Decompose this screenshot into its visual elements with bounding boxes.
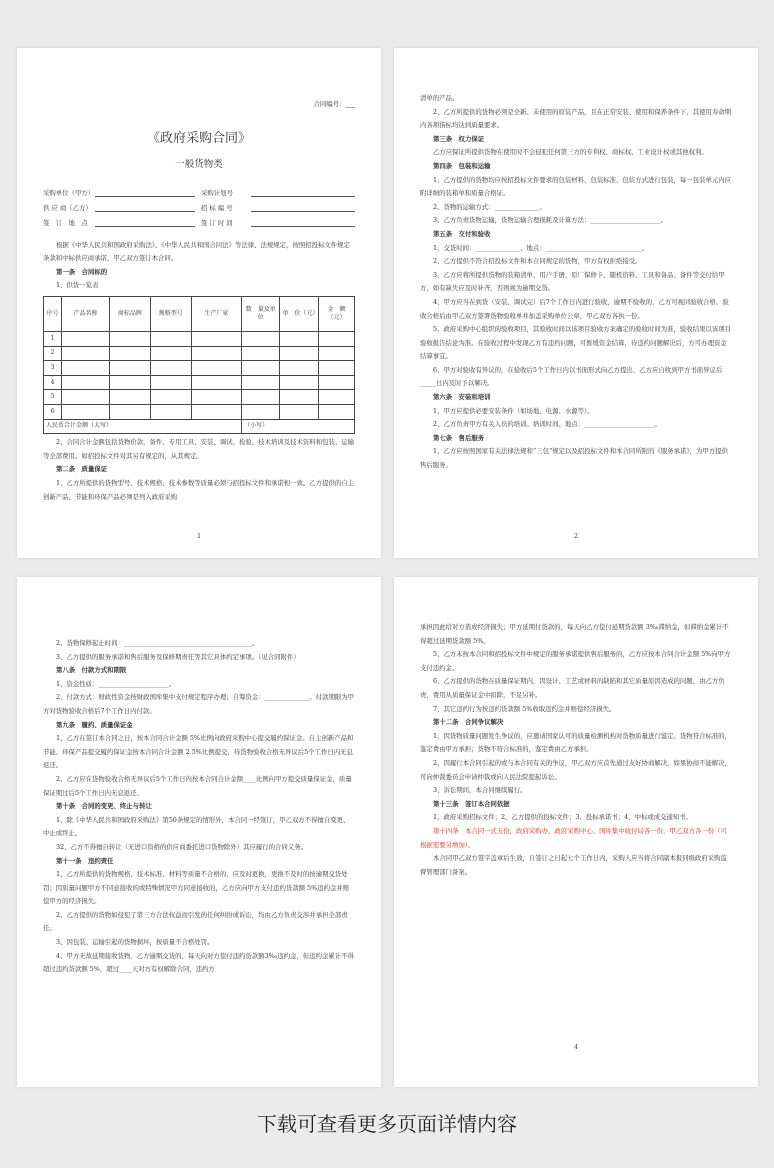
table-row: 3 [44, 361, 355, 376]
table-header: 产品名称 [62, 296, 110, 331]
article-heading: 第一条 合同标的 [56, 267, 108, 276]
paragraph: 2、付款方式：财政性资金按财政国库集中支付规定程序办理；自筹资金：______________。付款期限为甲方对货物验收合格后7个工作日内付款。 [43, 693, 355, 715]
article-heading: 第十三条 签订本合同依据 [433, 799, 510, 808]
article-heading: 第三条 权力保证 [433, 134, 485, 143]
field-row: 签 订 地 点 签 订 时 间 [43, 212, 355, 227]
page-body [420, 621, 732, 879]
table-header: 序号 [44, 296, 62, 331]
paragraph: 3、乙方应将所提供货物的装箱清单、用户手册、原厂保修卡、随机资料、工具和备品、备件等交付给甲方，如有缺失应及时补齐，否则视为逾期交货。 [420, 270, 725, 293]
contract-title: 《政府采购合同》 [146, 130, 251, 146]
intro-paragraph: 根据《中华人民共和国政府采购法》、《中华人民共和国合同法》等法律、法规规定，按照招投标文件规定条款和中标供应商承诺，甲乙双方签订本合同。 [43, 240, 350, 263]
article-heading: 第五条 交付和验收 [433, 229, 491, 238]
paragraph: 1、因货物质量问题发生争议的，应邀请国家认可的质量检测机构对货物质量进行鉴定。货物符合标准的，鉴定费由甲方承担；货物不符合标准的，鉴定费由乙方承担。 [420, 731, 732, 754]
supply-table [43, 296, 355, 434]
paragraph: 1、乙方所提供的货物规格、技术标准、材料等质量不合格的，应及时更换，更换不及时的按逾期交货处罚；因质量问题甲方不同意接收的或特殊情况甲方同意接收的，乙方应向甲方支付违约货款额 5%违约金并赔偿甲方的经济损失。 [43, 870, 350, 906]
paragraph: 2、乙方负责甲方有关人员的培训。培训时间、地点：______________________。 [433, 420, 661, 429]
paragraph: 2、合同合计金额包括货物价款，备件、专用工具、安装、调试、检验、技术培训及技术资料和包装、运输等全部费用。如招投标文件对其另有规定的，从其规定。 [43, 438, 355, 460]
paragraph: 3、乙方负责货物运输，货物运输合理损耗及计算方法：______________________。 [433, 216, 668, 225]
paragraph: 1、乙方所提供的货物型号、技术规格、技术参数等质量必须与招投标文件和承诺相一致。乙方提供的自主创新产品、节能和环保产品必须是列入政府采购 [43, 478, 355, 501]
paragraph: 6、甲方对验收有异议的，在验收后5个工作日内以书面形式向乙方提出，乙方应自收到甲方书面异议后_____日内及时予以解决。 [420, 365, 723, 388]
paragraph: 1、乙方应按照国家有关法律法规和“三包”规定以及招投标文件和本合同所附的《服务承诺》，为甲方提供售后服务。 [420, 447, 728, 470]
table-header-row [44, 296, 355, 331]
table-row: 4 [44, 375, 355, 390]
paragraph: 2、乙方提供的货物如侵犯了第三方合法权益而引发的任何纠纷或诉讼，均由乙方负责交涉并承担全部责任。 [43, 910, 348, 933]
paragraph: 1、乙方提供的货物均应按招投标文件要求的包装材料、包装标准、包装方式进行包装，每一包装单元内应附详细的装箱单和质量合格证。 [420, 175, 732, 198]
article-heading: 第二条 质量保证 [56, 465, 108, 474]
article-heading: 第六条 安装和培训 [433, 393, 491, 402]
contract-number: 合同编号：___ [313, 100, 355, 108]
paragraph: 3、因包装、运输引起的货物损坏，按质量不合格处罚。 [56, 938, 214, 947]
table-row: 1 [44, 331, 355, 346]
paragraph: 1、除《中华人民共和国政府采购法》第50条规定的情形外，本合同一经签订，甲乙双方不得擅自变更、中止或终止。 [43, 815, 350, 838]
table-total-row: 人民币合计金额（大写） （小写） [44, 419, 355, 434]
download-prompt: 下载可查看更多页面详情内容 [257, 1112, 517, 1136]
paragraph: 本合同甲乙双方签字盖章后生效，自签订之日起七个工作日内，采购人应当将合同副本报同级政府采购监督管理部门备案。 [420, 854, 727, 876]
page-number: 2 [574, 533, 578, 540]
table-row: 6 [44, 404, 355, 419]
paragraph: 1、乙方在签订本合同之日，按本合同合计金额 5%比例向政府采购中心提交履约保证金。自主创新产品和节能、环保产品提交履约保证金按本合同合计金额 2.5%比例提交，待货物验收合格无异议后5个工作日内无息返还。 [43, 734, 354, 770]
table-header: 数 量及单位 [242, 296, 280, 331]
paragraph: 乙方应保证所提供货物在使用时不会侵犯任何第三方的专利权、商标权、工业设计权或其他权利。 [433, 148, 708, 157]
paragraph: 4、甲方无故延期接收货物、乙方逾期交货的，每天向对方偿付违约货款额3‰违约金，但违约金累计不得超过违约货款额 5%，超过____天对方有权解除合同，违约方 [43, 951, 354, 974]
paragraph: 2、乙方所提供的货物必须是全新、未使用的原装产品，且在正常安装、使用和保养条件下，其使用寿命期内各项指标均达到质量要求。 [420, 107, 732, 130]
paragraph: 2、乙方应在货物验收合格无异议后5个工作日内按本合同合计金额____比例向甲方提交质量保证金，质量保证期过后5个工作日内无息返还。 [43, 774, 352, 797]
article-heading: 第八条 付款方式和期限 [56, 666, 127, 675]
paragraph: 1、政府采购招标文件；2、乙方提供的投标文件；3、投标承诺书；4、中标或成交通知书。 [433, 813, 693, 822]
paragraph: 1、资金性质：______________________。 [56, 679, 176, 688]
table-header: 单 价（元） [280, 296, 318, 331]
article-heading: 第四条 包装和运输 [433, 161, 491, 170]
page-body [420, 92, 732, 473]
paragraph: 2、货物保修起止时间：________________________________________。 [56, 639, 259, 647]
paragraph: 6、乙方提供的货物在质量保证期内，因设计、工艺或材料的缺陷和其它质量原因造成的问题，由乙方负责，费用从质量保证金中扣除，不足另补。 [420, 677, 725, 699]
paragraph: 5、政府采购中心组织的验收项目，其验收时间以该项目验收方案确定的验收时间为准，验收结果以该项目验收报告结论为准。在验收过程中发现乙方有违约问题，可暂缓资金结算，待违约问题解决后，方可办理资金结算事宜。 [420, 325, 732, 361]
article-heading: 第十一条 违约责任 [56, 856, 114, 865]
contract-subtitle: 一般货物类 [175, 158, 223, 170]
page-number: 1 [197, 533, 201, 540]
table-header: 金 额（元） [318, 296, 354, 331]
highlighted-paragraph: 第十四条 本合同一式五份，政府采购办、政府采购中心、国库集中收付局各一份，甲乙双方各一份（可根据需要另增加）。 [420, 826, 727, 849]
table-row: 5 [44, 390, 355, 405]
paragraph: 32、乙方不得擅自转让（无进口资格的供应商委托进口货物除外）其应履行的合同义务。 [56, 842, 307, 851]
paragraph: 1、甲方应提供必要安装条件（如场地、电源、水源等）。 [433, 406, 594, 415]
page-number: 4 [574, 1044, 578, 1051]
table-header: 生产厂家 [191, 296, 241, 331]
contract-fields [43, 182, 355, 227]
paragraph: 5、乙方未按本合同和招投标文件中规定的服务承诺提供售后服务的，乙方应按本合同合计金额 5%向甲方支付违约金。 [420, 650, 731, 672]
page-body [43, 637, 355, 977]
list-item: 1、供货一览表 [56, 281, 99, 290]
table-header: 规格型号 [150, 296, 191, 331]
paragraph: 3、诉讼期间，本合同继续履行。 [433, 786, 527, 795]
paragraph: 7、其它违约行为按违约货款额 5%收取违约金并赔偿经济损失。 [433, 704, 616, 713]
article-heading: 第十条 合同的变更、终止与转让 [56, 802, 152, 811]
paragraph: 2、因履行本合同引起的或与本合同有关的争议，甲乙双方应首先通过友好协商解决，如果协商不能解决，可向仲裁委员会申请仲裁或向人民法院提起诉讼。 [420, 758, 732, 781]
paragraph: 4、甲方应当在到货（安装、调试完）后7个工作日内进行验收，逾期不验收的，乙方可视同验收合格。验收合格后由甲乙双方签署货物验收单并加盖采购单位公章，甲乙双方各执一份。 [420, 297, 729, 320]
paragraph: 2、货物的运输方式：______________。 [433, 202, 546, 211]
table-header: 商标品牌 [110, 296, 151, 331]
document-page-2 [394, 48, 758, 558]
article-heading: 第十二条 合同争议解决 [433, 718, 504, 727]
table-row: 2 [44, 346, 355, 361]
document-page-3 [17, 577, 381, 1087]
document-page-4 [394, 577, 758, 1087]
document-page-1 [17, 48, 381, 558]
paragraph: 2、乙方提供不符合招投标文件和本合同规定的货物，甲方有权拒绝接受。 [433, 257, 642, 266]
article-heading: 第七条 售后服务 [433, 433, 485, 442]
paragraph: 承担因此给对方造成经济损失；甲方延期付货款的，每天向乙方偿付延期货款额 3‰滞纳金，但滞纳金累计不得超过延期货款额 5%。 [420, 623, 729, 645]
paragraph: 1、交货时间：______________、地点：______________________________。 [433, 243, 648, 252]
field-row: 采购单位（甲方） 采购计划号 [43, 182, 355, 197]
article-heading: 第九条 履约、质量保证金 [56, 720, 133, 729]
field-row: 供 应 商（乙方） 招 标 编 号 [43, 197, 355, 212]
paragraph: 3、乙方提供的服务承诺和售后服务及保修期责任等其它具体约定事项。（见合同附件） [56, 652, 300, 661]
paragraph: 清单的产品。 [420, 94, 459, 102]
